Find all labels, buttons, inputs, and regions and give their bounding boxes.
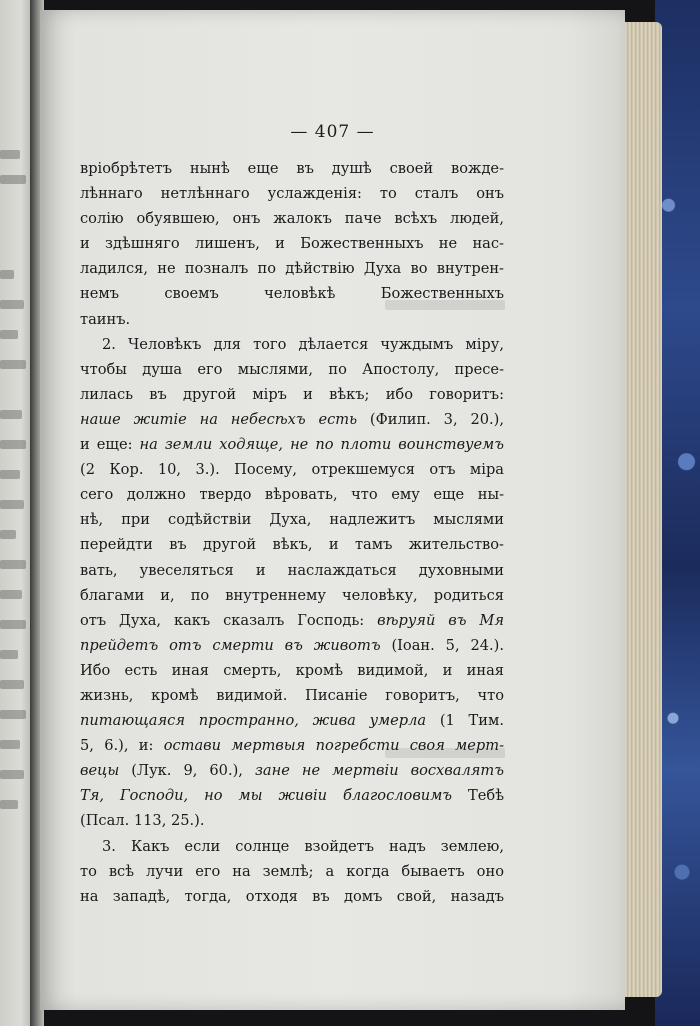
text-line bbox=[80, 382, 504, 407]
text-line bbox=[80, 206, 504, 231]
text-segment: (Лук. 9, 60.), bbox=[119, 762, 255, 780]
text-line bbox=[80, 758, 504, 783]
text-segment: 5, 6.), и: bbox=[80, 737, 164, 755]
text-segment: немъ своемъ человѣкѣ Божественныхъ bbox=[80, 285, 504, 303]
text-line bbox=[80, 783, 504, 808]
text-segment: ладился, не позналъ по дѣйствію Духа во внутрен- bbox=[80, 260, 504, 278]
text-line bbox=[80, 432, 504, 457]
text-segment: 3. Какъ если солнце взойдетъ надъ землею, bbox=[102, 837, 504, 855]
text-segment: отъ Духа, какъ сказалъ Господь: bbox=[80, 611, 378, 629]
page-text bbox=[80, 156, 504, 909]
text-segment: солію обуявшею, онъ жалокъ паче всѣхъ людей, bbox=[80, 210, 504, 228]
text-line bbox=[80, 507, 504, 532]
text-segment: (2 Кор. 10, 3.). Посему, отрекшемуся отъ міра bbox=[80, 461, 504, 479]
book-page bbox=[40, 10, 625, 1010]
text-line bbox=[80, 633, 504, 658]
text-line bbox=[80, 532, 504, 557]
italic-quotation: питающаяся пространно, жива умерла bbox=[80, 712, 427, 730]
text-segment: то всѣ лучи его на землѣ; а когда бываетъ оно bbox=[80, 862, 504, 880]
text-segment: вріобрѣтетъ нынѣ еще въ душѣ своей вожде- bbox=[80, 160, 504, 177]
text-line bbox=[80, 834, 504, 859]
page-number: — 407 — bbox=[290, 122, 375, 142]
italic-quotation: вецы bbox=[80, 762, 120, 780]
text-segment: сего должно твердо вѣровать, что ему еще ны- bbox=[80, 486, 504, 504]
text-line bbox=[80, 357, 504, 382]
text-segment: жизнь, кромѣ видимой. Писаніе говоритъ, что bbox=[80, 686, 504, 704]
text-line bbox=[80, 558, 504, 583]
text-segment: лѣннаго нетлѣннаго услажденія: то сталъ онъ bbox=[80, 185, 504, 203]
italic-quotation: вѣруяй въ Мя bbox=[377, 611, 504, 629]
text-line bbox=[80, 256, 504, 281]
italic-quotation: наше житіе на небесѣхъ есть bbox=[80, 410, 358, 428]
text-line bbox=[80, 307, 504, 332]
italic-quotation: Тя, Господи, но мы живіи благословимъ bbox=[80, 787, 453, 805]
text-line bbox=[80, 859, 504, 884]
text-line bbox=[80, 583, 504, 608]
text-line bbox=[80, 808, 504, 833]
text-line bbox=[80, 231, 504, 256]
italic-quotation: прейдетъ отъ смерти въ животъ bbox=[80, 636, 381, 654]
text-line bbox=[80, 407, 504, 432]
text-segment: (Филип. 3, 20.), bbox=[357, 410, 504, 428]
text-line bbox=[80, 281, 504, 306]
text-segment: вать, увеселяться и наслаждаться духовными bbox=[80, 561, 504, 579]
text-segment: (1 Тим. bbox=[426, 712, 504, 730]
text-segment: благами и, по внутреннему человѣку, родиться bbox=[80, 586, 504, 604]
italic-quotation: на земли ходяще, не по плоти воинствуемъ bbox=[139, 436, 504, 454]
text-segment: чтобы душа его мыслями, по Апостолу, пресе- bbox=[80, 360, 504, 378]
italic-quotation: остави мертвыя погребсти своя мерт- bbox=[163, 737, 504, 755]
text-segment: на западѣ, тогда, отходя въ домъ свой, назадъ bbox=[80, 887, 504, 905]
text-line bbox=[80, 658, 504, 683]
text-segment: (Псал. 113, 25.). bbox=[80, 812, 205, 830]
text-line bbox=[80, 156, 504, 181]
text-segment: и еще: bbox=[80, 436, 140, 454]
text-line bbox=[80, 181, 504, 206]
text-line bbox=[80, 482, 504, 507]
text-line bbox=[80, 708, 504, 733]
italic-quotation: зане не мертвіи восхвалятъ bbox=[254, 762, 504, 780]
text-segment: нѣ, при содѣйствіи Духа, надлежитъ мыслями bbox=[80, 511, 504, 529]
text-segment: 2. Человѣкъ для того дѣлается чуждымъ міру, bbox=[102, 335, 504, 353]
text-line bbox=[80, 733, 504, 758]
text-line bbox=[80, 332, 504, 357]
text-segment: перейдти въ другой вѣкъ, и тамъ жительство- bbox=[80, 536, 504, 554]
text-segment: Тебѣ bbox=[452, 787, 504, 805]
text-line bbox=[80, 884, 504, 909]
text-line bbox=[80, 683, 504, 708]
text-line bbox=[80, 608, 504, 633]
text-segment: Ибо есть иная смерть, кромѣ видимой, и иная bbox=[80, 661, 504, 679]
text-segment: лилась въ другой міръ и вѣкъ; ибо говоритъ: bbox=[80, 385, 504, 403]
text-segment: и здѣшняго лишенъ, и Божественныхъ не нас- bbox=[80, 235, 504, 253]
text-segment: (Іоан. 5, 24.). bbox=[380, 636, 504, 654]
text-line bbox=[80, 457, 504, 482]
text-segment: таинъ. bbox=[80, 310, 131, 328]
